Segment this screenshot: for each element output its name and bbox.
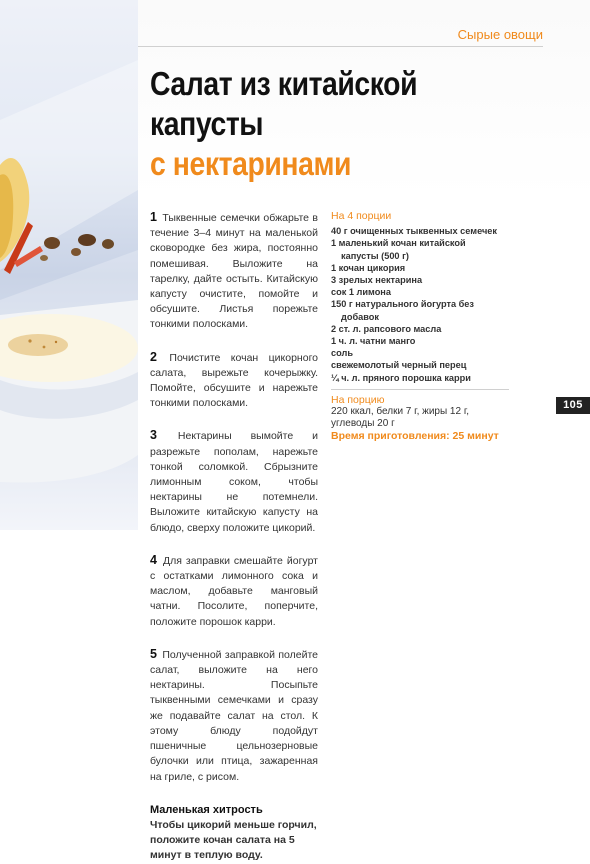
salad-photo [0,0,138,530]
ingredient-item: ¼ ч. л. пряного порошка карри [331,372,471,383]
section-label: Сырые овощи [457,27,543,42]
step-5 [150,647,318,785]
ingredient-item: 1 маленький кочан китайской [331,238,466,249]
section-divider [138,46,543,47]
step-text: Нектарины вымойте и разрежьте пополам, нарежьте тонкой соломкой. Сбрызните лимонным соком, чтобы нектарины не потемнели. Выложите китайскую капусту на блюдо, сверху положите цикорий. [150,430,318,534]
title-line-1: Салат из китайской [150,65,418,102]
step-number: 2 [150,349,157,364]
ingredients-column [331,210,509,442]
ingredient-item: капусты (500 г) [341,250,409,261]
ingredient-item: 150 г натурального йогурта без [331,299,474,310]
ingredient-item: 1 кочан цикория [331,262,406,273]
cook-time: Время приготовления: 25 минут [331,430,499,443]
ingredients-divider [331,389,509,390]
step-number: 4 [150,552,157,567]
nutrition-line: 220 ккал, белки 7 г, жиры 12 г, [331,406,470,418]
ingredient-item: соль [331,348,353,359]
step-number: 1 [150,210,157,224]
step-3 [150,428,318,535]
ingredient-item: сок 1 лимона [331,287,391,298]
ingredient-item: 40 г очищенных тыквенных семечек [331,226,497,237]
ingredient-item: добавок [341,311,379,322]
title-line-2: капусты [150,105,264,142]
servings-heading: На 4 порции [331,210,392,222]
method-column [150,210,318,864]
ingredient-item: 2 ст. л. рапсового масла [331,323,442,334]
step-text: Почистите кочан цикорного салата, вырежьте кочерыжку. Помойте, обсушите и нарежьте тонкими полосками. [150,351,319,410]
nutrition-line: углеводы 20 г [331,418,395,430]
recipe-title [150,64,417,184]
ingredient-item: 3 зрелых нектарина [331,275,423,286]
step-text: Тыквенные семечки обжарьте в течение 3–4 минут на маленькой сковородке без жира, постоянно помешивая. Выложите на тарелку, дайте остыть. Китайскую капусту очистите, помойте и обсушите. Листья порежьте тонкими полосками. [150,212,318,331]
step-number: 3 [150,428,157,443]
tip-text: Чтобы цикорий меньше горчил, положите кочан салата на 5 минут в теплую воду. [150,818,317,862]
step-2 [150,350,318,412]
step-1 [150,210,318,333]
ingredient-item: свежемолотый черный перец [331,360,467,371]
step-4 [150,553,318,630]
ingredient-item: 1 ч. л. чатни манго [331,336,416,347]
page-number-badge: 105 [556,397,590,414]
title-line-3: с нектаринами [150,145,352,182]
tip-title: Маленькая хитрость [150,803,263,816]
step-text: Для заправки смешайте йогурт с остатками лимонного сока и маслом, добавьте манговый чатни. Посолите, поперчите, положите порошок карри. [150,554,318,628]
per-portion-heading: На порцию [331,393,385,406]
step-number: 5 [150,646,157,661]
salad-photo-illustration [0,0,138,530]
step-text: Полученной заправкой полейте салат, выложите на него нектарины. Посыпьте тыквенными семечками и сразу же подавайте салат на стол. К этому блюду подойдут пшеничные цельнозерновые булочки или птица, зажаренная на гриле, с рисом. [150,648,319,783]
